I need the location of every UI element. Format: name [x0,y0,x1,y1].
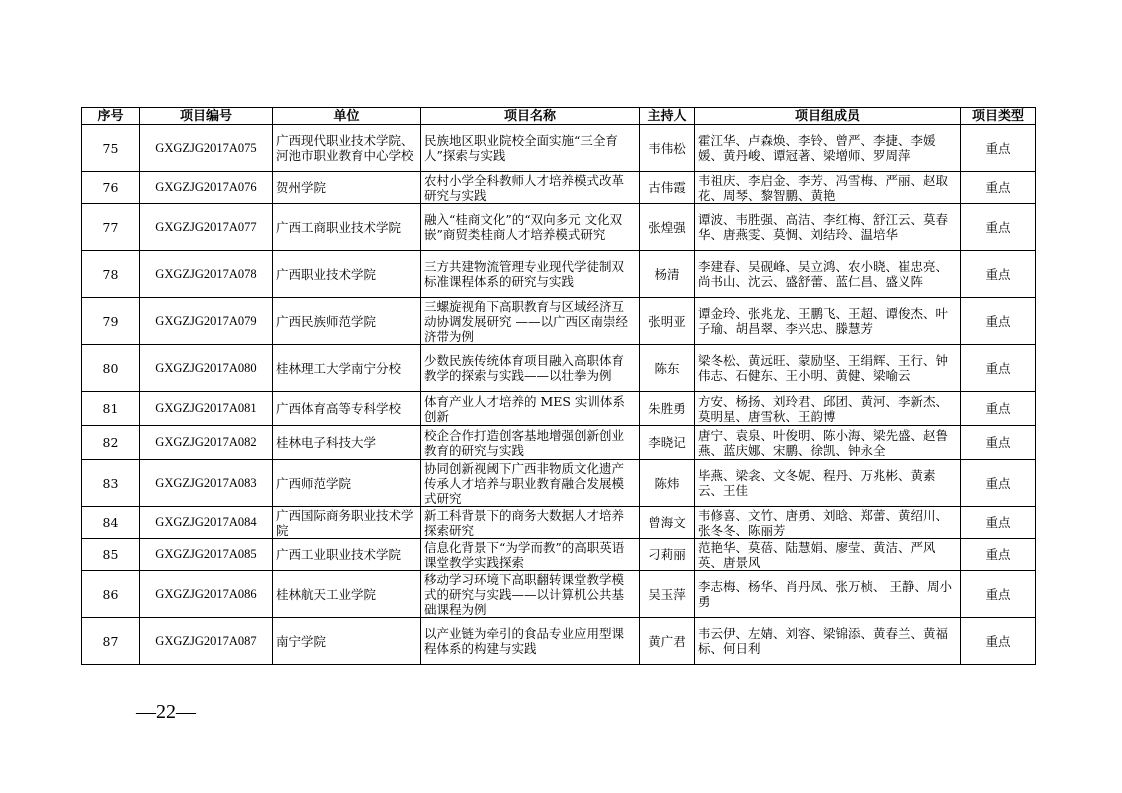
cell-project-name: 信息化背景下“为学而教”的高职英语课堂教学实践探索 [421,539,640,571]
cell-seq: 81 [82,392,140,426]
cell-unit: 广西职业技术学院 [273,251,421,298]
table-body [82,125,1036,665]
cell-project-code: GXGZJG2017A084 [140,507,273,539]
header-leader: 主持人 [640,108,695,125]
cell-seq: 85 [82,539,140,571]
cell-leader: 韦伟松 [640,125,695,172]
cell-unit: 广西师范学院 [273,460,421,507]
cell-leader: 吴玉萍 [640,571,695,618]
cell-project-name: 协同创新视阈下广西非物质文化遗产传承人才培养与职业教育融合发展模式研究 [421,460,640,507]
cell-project-name: 融入“桂商文化”的“双向多元 文化双嵌”商贸类桂商人才培养模式研究 [421,204,640,251]
cell-members: 方安、杨扬、刘玲君、邱团、黄河、李新杰、莫明星、唐雪秋、王韵博 [695,392,961,426]
cell-members: 霍江华、卢森焕、李铃、曾严、李捷、李媛媛、黄丹峻、谭冠著、梁增师、罗周萍 [695,125,961,172]
cell-seq: 82 [82,426,140,460]
cell-type: 重点 [961,172,1036,204]
table-row [82,539,1036,571]
cell-type: 重点 [961,125,1036,172]
cell-members: 毕燕、梁衾、文冬妮、程丹、万兆彬、黄素云、王佳 [695,460,961,507]
cell-leader: 黄广君 [640,618,695,665]
header-code: 项目编号 [140,108,273,125]
cell-project-name: 体育产业人才培养的 MES 实训体系创新 [421,392,640,426]
header-type: 项目类型 [961,108,1036,125]
cell-project-code: GXGZJG2017A075 [140,125,273,172]
cell-project-code: GXGZJG2017A086 [140,571,273,618]
cell-project-name: 校企合作打造创客基地增强创新创业教育的研究与实践 [421,426,640,460]
cell-leader: 张明亚 [640,298,695,345]
cell-unit: 广西体育高等专科学校 [273,392,421,426]
cell-unit: 桂林理工大学南宁分校 [273,345,421,392]
cell-seq: 77 [82,204,140,251]
table-header-row [82,108,1036,125]
table-row [82,460,1036,507]
cell-members: 范艳华、莫蓓、陆慧娟、廖莹、黄洁、严风英、唐景风 [695,539,961,571]
cell-members: 韦修喜、文竹、唐勇、刘晗、郑蕾、黄绍川、张冬冬、陈丽芳 [695,507,961,539]
cell-unit: 贺州学院 [273,172,421,204]
header-seq: 序号 [82,108,140,125]
cell-leader: 曾海文 [640,507,695,539]
cell-members: 谭金玲、张兆龙、王鹏飞、王超、谭俊杰、叶子瑜、胡昌翠、李兴忠、滕慧芳 [695,298,961,345]
cell-project-code: GXGZJG2017A085 [140,539,273,571]
cell-seq: 87 [82,618,140,665]
cell-unit: 广西现代职业技术学院、河池市职业教育中心学校 [273,125,421,172]
cell-project-name: 以产业链为牵引的食品专业应用型课程体系的构建与实践 [421,618,640,665]
cell-members: 李志梅、杨华、肖丹凤、张万桢、 王静、周小勇 [695,571,961,618]
cell-type: 重点 [961,539,1036,571]
cell-leader: 李晓记 [640,426,695,460]
cell-seq: 80 [82,345,140,392]
header-members: 项目组成员 [695,108,961,125]
table-row [82,426,1036,460]
cell-project-code: GXGZJG2017A078 [140,251,273,298]
cell-type: 重点 [961,298,1036,345]
cell-project-name: 三螺旋视角下高职教育与区域经济互动协调发展研究 ——以广西区南崇经济带为例 [421,298,640,345]
cell-project-name: 民族地区职业院校全面实施“三全育人”探索与实践 [421,125,640,172]
table-row [82,251,1036,298]
cell-unit: 广西国际商务职业技术学院 [273,507,421,539]
cell-seq: 78 [82,251,140,298]
cell-seq: 86 [82,571,140,618]
header-unit: 单位 [273,108,421,125]
cell-unit: 广西民族师范学院 [273,298,421,345]
cell-seq: 83 [82,460,140,507]
table-row [82,571,1036,618]
cell-project-code: GXGZJG2017A076 [140,172,273,204]
cell-project-name: 移动学习环境下高职翻转课堂教学模式的研究与实践——以计算机公共基础课程为例 [421,571,640,618]
cell-type: 重点 [961,345,1036,392]
cell-project-code: GXGZJG2017A083 [140,460,273,507]
cell-type: 重点 [961,460,1036,507]
cell-seq: 75 [82,125,140,172]
cell-project-code: GXGZJG2017A080 [140,345,273,392]
cell-leader: 古伟霞 [640,172,695,204]
cell-leader: 杨清 [640,251,695,298]
cell-leader: 张煌强 [640,204,695,251]
cell-project-code: GXGZJG2017A079 [140,298,273,345]
cell-type: 重点 [961,618,1036,665]
cell-unit: 桂林电子科技大学 [273,426,421,460]
cell-unit: 广西工业职业技术学院 [273,539,421,571]
cell-members: 李建春、吴砚峰、吴立鸿、农小晓、崔忠亮、尚书山、沈云、盛舒蕾、蓝仁昌、盛义阵 [695,251,961,298]
cell-type: 重点 [961,507,1036,539]
cell-unit: 广西工商职业技术学院 [273,204,421,251]
cell-project-name: 新工科背景下的商务大数据人才培养探索研究 [421,507,640,539]
table-row [82,204,1036,251]
table-row [82,298,1036,345]
cell-type: 重点 [961,426,1036,460]
cell-leader: 陈东 [640,345,695,392]
header-name: 项目名称 [421,108,640,125]
cell-leader: 朱胜勇 [640,392,695,426]
cell-project-name: 农村小学全科教师人才培养模式改革研究与实践 [421,172,640,204]
cell-members: 梁冬松、黄远旺、蒙励坚、王绢辉、王行、钟伟志、石健东、王小明、黄健、梁喻云 [695,345,961,392]
cell-project-name: 三方共建物流管理专业现代学徒制双标准课程体系的研究与实践 [421,251,640,298]
cell-type: 重点 [961,251,1036,298]
table-row [82,392,1036,426]
cell-members: 谭波、韦胜强、高洁、李红梅、舒江云、莫春华、唐燕雯、莫惆、刘结玲、温培华 [695,204,961,251]
table-row [82,172,1036,204]
cell-seq: 84 [82,507,140,539]
table-row [82,345,1036,392]
cell-leader: 刁莉丽 [640,539,695,571]
cell-type: 重点 [961,204,1036,251]
cell-unit: 桂林航天工业学院 [273,571,421,618]
cell-project-code: GXGZJG2017A081 [140,392,273,426]
page-number: —22— [136,701,196,723]
cell-members: 韦云伊、左婧、刘容、梁锦添、黄春兰、黄福标、何日利 [695,618,961,665]
cell-type: 重点 [961,571,1036,618]
cell-project-code: GXGZJG2017A082 [140,426,273,460]
cell-seq: 79 [82,298,140,345]
cell-project-code: GXGZJG2017A077 [140,204,273,251]
cell-type: 重点 [961,392,1036,426]
table-row [82,507,1036,539]
cell-members: 韦祖庆、李启金、李芳、冯雪梅、严丽、赵取花、周琴、黎智鹏、黄艳 [695,172,961,204]
project-table [81,107,1036,665]
cell-members: 唐宁、袁泉、叶俊明、陈小海、梁先盛、赵鲁燕、蓝庆娜、宋鹏、徐凯、钟永全 [695,426,961,460]
cell-seq: 76 [82,172,140,204]
table-row [82,125,1036,172]
table-row [82,618,1036,665]
cell-project-name: 少数民族传统体育项目融入高职体育教学的探索与实践——以壮拳为例 [421,345,640,392]
cell-leader: 陈炜 [640,460,695,507]
cell-unit: 南宁学院 [273,618,421,665]
cell-project-code: GXGZJG2017A087 [140,618,273,665]
